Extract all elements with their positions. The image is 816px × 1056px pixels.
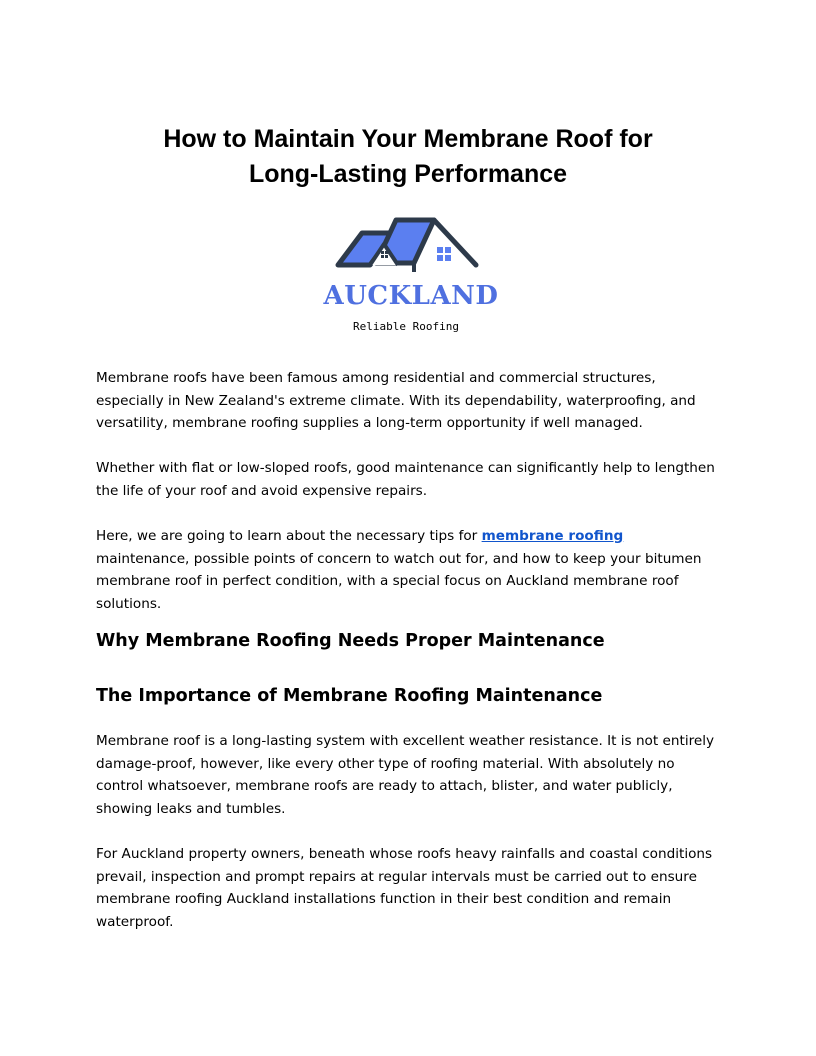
page-title [96,122,720,192]
membrane-roofing-link[interactable]: membrane roofing [481,528,624,544]
section-heading-why: Why Membrane Roofing Needs Proper Maintenance [96,631,605,651]
auckland-roofing-logo [323,214,499,340]
logo-graphic [323,214,499,340]
paragraph-maintenance: Whether with flat or low-sloped roofs, good maintenance can significantly help to lengthen the life of your roof and avoid expensive repairs. [96,460,715,499]
tips-text-before: Here, we are going to learn about the necessary tips for [96,528,482,544]
logo-brand-name: AUCKLAND [323,281,499,311]
paragraph-tips [96,525,720,615]
house-roof-icon [338,220,476,272]
section-heading-importance: The Importance of Membrane Roofing Maintenance [96,686,603,706]
paragraph-intro: Membrane roofs have been famous among residential and commercial structures, especially in New Zealand's extreme climate. With its dependability, waterproofing, and versatility, membrane roofing supplies a long-term opportunity if well managed. [96,370,696,431]
title-line-2: Long-Lasting Performance [248,160,568,188]
title-line-1: How to Maintain Your Membrane Roof for [163,125,653,153]
logo-tagline: Reliable Roofing [353,320,459,333]
paragraph-auckland: For Auckland property owners, beneath whose roofs heavy rainfalls and coastal conditions prevail, inspection and prompt repairs at regular intervals must be carried out to ensure membrane roofing Auckland installations function in their best condition and remain waterproof. [96,846,713,930]
paragraph-durability: Membrane roof is a long-lasting system with excellent weather resistance. It is not entirely damage-proof, however, like every other type of roofing material. With absolutely no control whatsoever, membrane roofs are ready to attach, blister, and water publicly, showing leaks and tumbles. [96,733,715,817]
tips-text-after: maintenance, possible points of concern to watch out for, and how to keep your bitumen membrane roof in perfect condition, with a special focus on Auckland membrane roof solutions. [96,550,702,612]
